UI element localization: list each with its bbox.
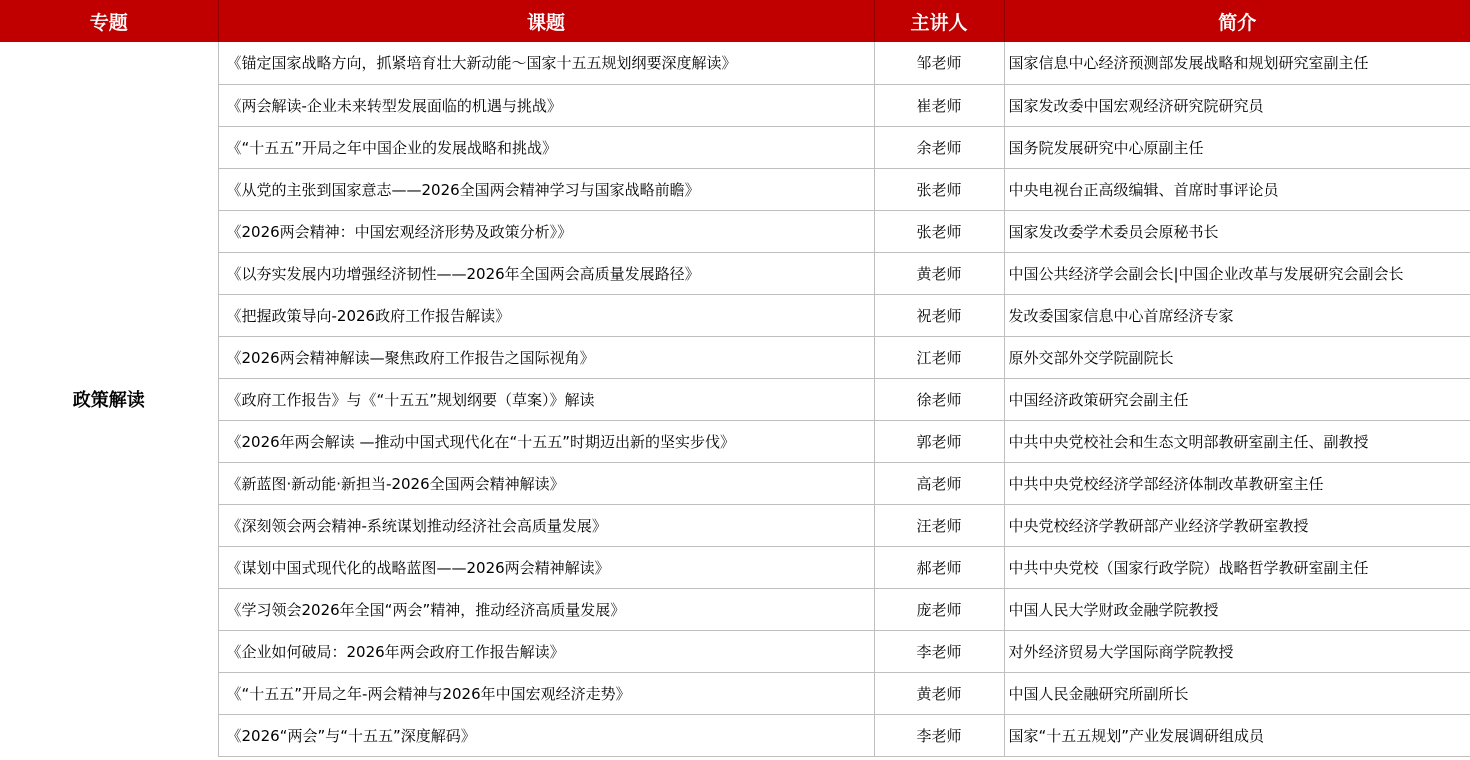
speaker-cell: 李老师 [874,714,1004,756]
course-title-cell: 《把握政策导向-2026政府工作报告解读》 [218,294,874,336]
speaker-cell: 高老师 [874,462,1004,504]
course-title-cell: 《2026两会精神：中国宏观经济形势及政策分析》》 [218,210,874,252]
table-header [0,0,1470,42]
speaker-cell: 祝老师 [874,294,1004,336]
table-row [0,168,1470,210]
course-title-cell: 《2026年两会解读 —推动中国式现代化在“十五五”时期迈出新的坚实步伐》 [218,420,874,462]
table-row [0,252,1470,294]
speaker-cell: 郝老师 [874,546,1004,588]
header-topic: 专题 [0,0,218,42]
speaker-intro-cell: 原外交部外交学院副院长 [1004,336,1470,378]
course-title-cell: 《新蓝图·新动能·新担当-2026全国两会精神解读》 [218,462,874,504]
speaker-intro-cell: 对外经济贸易大学国际商学院教授 [1004,630,1470,672]
table-row [0,588,1470,630]
table-row [0,126,1470,168]
speaker-intro-cell: 发改委国家信息中心首席经济专家 [1004,294,1470,336]
speaker-cell: 邹老师 [874,42,1004,84]
speaker-intro-cell: 中国经济政策研究会副主任 [1004,378,1470,420]
speaker-cell: 江老师 [874,336,1004,378]
speaker-cell: 崔老师 [874,84,1004,126]
speaker-cell: 张老师 [874,168,1004,210]
table-row [0,84,1470,126]
course-title-cell: 《政府工作报告》与《“十五五”规划纲要（草案）》解读 [218,378,874,420]
speaker-cell: 徐老师 [874,378,1004,420]
speaker-intro-cell: 中共中央党校经济学部经济体制改革教研室主任 [1004,462,1470,504]
speaker-intro-cell: 中共中央党校（国家行政学院）战略哲学教研室副主任 [1004,546,1470,588]
course-title-cell: 《学习领会2026年全国“两会”精神，推动经济高质量发展》 [218,588,874,630]
speaker-intro-cell: 国务院发展研究中心原副主任 [1004,126,1470,168]
course-title-cell: 《“十五五”开局之年中国企业的发展战略和挑战》 [218,126,874,168]
speaker-intro-cell: 国家信息中心经济预测部发展战略和规划研究室副主任 [1004,42,1470,84]
table-row [0,462,1470,504]
course-title-cell: 《企业如何破局：2026年两会政府工作报告解读》 [218,630,874,672]
course-title-cell: 《锚定国家战略方向，抓紧培育壮大新动能～国家十五五规划纲要深度解读》 [218,42,874,84]
speaker-cell: 黄老师 [874,672,1004,714]
speaker-intro-cell: 中国人民金融研究所副所长 [1004,672,1470,714]
course-title-cell: 《从党的主张到国家意志——2026全国两会精神学习与国家战略前瞻》 [218,168,874,210]
header-title: 课题 [218,0,874,42]
header-speaker: 主讲人 [874,0,1004,42]
speaker-cell: 汪老师 [874,504,1004,546]
table-row [0,210,1470,252]
speaker-cell: 李老师 [874,630,1004,672]
table-body [0,42,1470,756]
table-row [0,504,1470,546]
course-title-cell: 《深刻领会两会精神-系统谋划推动经济社会高质量发展》 [218,504,874,546]
speaker-cell: 庞老师 [874,588,1004,630]
speaker-intro-cell: 国家发改委学术委员会原秘书长 [1004,210,1470,252]
speaker-cell: 余老师 [874,126,1004,168]
course-title-cell: 《以夯实发展内功增强经济韧性——2026年全国两会高质量发展路径》 [218,252,874,294]
table-row [0,294,1470,336]
header-intro: 简介 [1004,0,1470,42]
speaker-intro-cell: 中央电视台正高级编辑、首席时事评论员 [1004,168,1470,210]
table-row [0,672,1470,714]
course-title-cell: 《两会解读-企业未来转型发展面临的机遇与挑战》 [218,84,874,126]
speaker-cell: 黄老师 [874,252,1004,294]
speaker-intro-cell: 国家发改委中国宏观经济研究院研究员 [1004,84,1470,126]
speaker-cell: 郭老师 [874,420,1004,462]
course-title-cell: 《“十五五”开局之年-两会精神与2026年中国宏观经济走势》 [218,672,874,714]
course-title-cell: 《2026两会精神解读—聚焦政府工作报告之国际视角》 [218,336,874,378]
speaker-cell: 张老师 [874,210,1004,252]
table-row [0,378,1470,420]
speaker-intro-cell: 中国公共经济学会副会长|中国企业改革与发展研究会副会长 [1004,252,1470,294]
course-title-cell: 《谋划中国式现代化的战略蓝图——2026两会精神解读》 [218,546,874,588]
course-title-cell: 《2026“两会”与“十五五”深度解码》 [218,714,874,756]
topic-cell: 政策解读 [0,42,218,756]
table-row [0,630,1470,672]
speaker-intro-cell: 中央党校经济学教研部产业经济学教研室教授 [1004,504,1470,546]
table-row [0,42,1470,84]
speaker-intro-cell: 国家“十五五规划”产业发展调研组成员 [1004,714,1470,756]
table-row [0,420,1470,462]
speaker-intro-cell: 中国人民大学财政金融学院教授 [1004,588,1470,630]
table-row [0,546,1470,588]
table-row [0,714,1470,756]
speaker-intro-cell: 中共中央党校社会和生态文明部教研室副主任、副教授 [1004,420,1470,462]
table-row [0,336,1470,378]
